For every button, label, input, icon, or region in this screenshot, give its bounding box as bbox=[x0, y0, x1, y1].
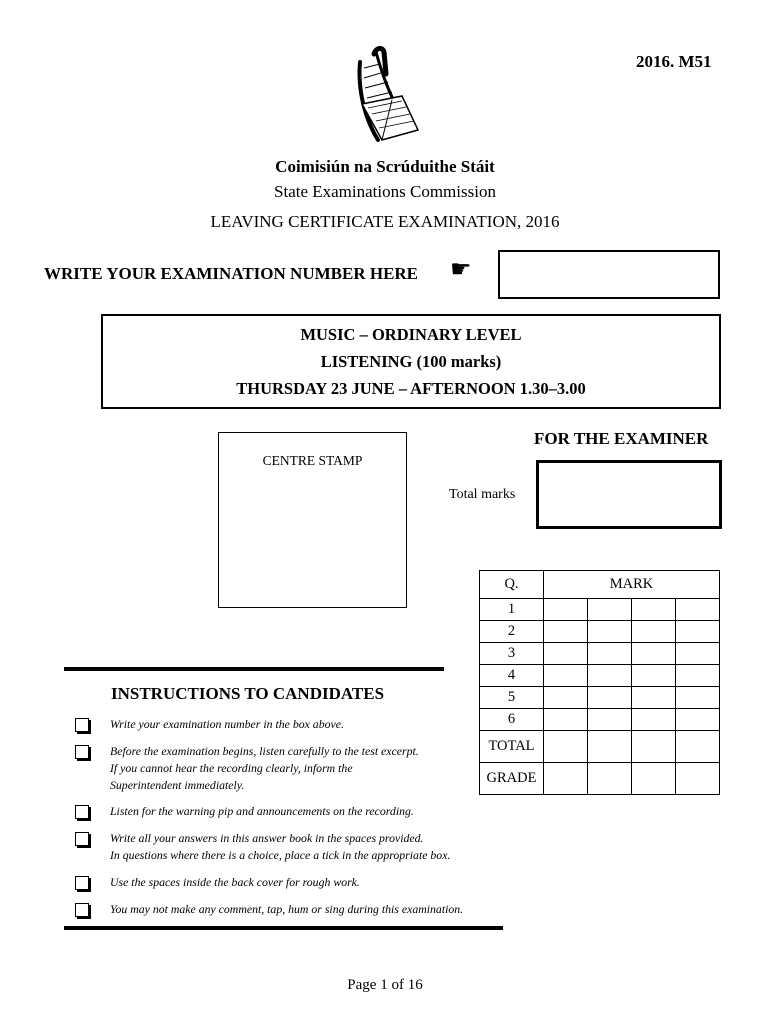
checkbox-bullet-icon bbox=[75, 903, 89, 917]
mark-cell[interactable] bbox=[676, 621, 720, 643]
question-number: 5 bbox=[480, 687, 544, 709]
mark-cell[interactable] bbox=[588, 621, 632, 643]
centre-stamp-box bbox=[218, 432, 407, 608]
instruction-text: You may not make any comment, tap, hum or sing during this examination. bbox=[110, 902, 464, 916]
instruction-text: Listen for the warning pip and announcements on the recording. bbox=[110, 804, 414, 818]
table-row bbox=[480, 621, 720, 643]
question-number: 2 bbox=[480, 621, 544, 643]
paper-title-box bbox=[101, 314, 721, 409]
instructions-top-rule bbox=[64, 667, 444, 671]
paper-subject: MUSIC – ORDINARY LEVEL bbox=[300, 325, 522, 344]
grade-row bbox=[480, 763, 720, 795]
mark-cell[interactable] bbox=[588, 763, 632, 795]
checkbox-bullet-icon bbox=[75, 718, 89, 732]
page-number: Page 1 of 16 bbox=[347, 977, 423, 993]
mark-cell[interactable] bbox=[588, 731, 632, 763]
mark-cell[interactable] bbox=[544, 621, 588, 643]
instruction-text: Write all your answers in this answer book in the spaces provided. bbox=[110, 831, 424, 845]
mark-column-header: MARK bbox=[544, 571, 720, 599]
mark-cell[interactable] bbox=[632, 599, 676, 621]
grade-label: GRADE bbox=[480, 763, 544, 795]
mark-cell[interactable] bbox=[632, 643, 676, 665]
table-row bbox=[480, 665, 720, 687]
total-label: TOTAL bbox=[480, 731, 544, 763]
exam-title: LEAVING CERTIFICATE EXAMINATION, 2016 bbox=[210, 212, 560, 231]
mark-cell[interactable] bbox=[676, 665, 720, 687]
instructions-bottom-rule bbox=[64, 926, 503, 930]
question-number: 3 bbox=[480, 643, 544, 665]
mark-cell[interactable] bbox=[544, 731, 588, 763]
q-column-header: Q. bbox=[480, 571, 544, 599]
paper-section: LISTENING (100 marks) bbox=[320, 352, 502, 371]
exam-number-field[interactable] bbox=[498, 250, 720, 299]
table-row bbox=[480, 709, 720, 731]
paper-date-time: THURSDAY 23 JUNE – AFTERNOON 1.30–3.00 bbox=[236, 379, 586, 398]
mark-cell[interactable] bbox=[676, 763, 720, 795]
org-name-irish: Coimisiún na Scrúduithe Stáit bbox=[275, 157, 495, 176]
mark-cell[interactable] bbox=[544, 687, 588, 709]
mark-cell[interactable] bbox=[588, 687, 632, 709]
mark-cell[interactable] bbox=[676, 643, 720, 665]
question-number: 1 bbox=[480, 599, 544, 621]
table-row bbox=[480, 599, 720, 621]
centre-stamp-label: CENTRE STAMP bbox=[262, 453, 363, 468]
mark-cell[interactable] bbox=[588, 643, 632, 665]
question-number: 4 bbox=[480, 665, 544, 687]
total-marks-label: Total marks bbox=[449, 487, 516, 502]
instruction-text: Superintendent immediately. bbox=[110, 778, 245, 792]
instruction-text: Before the examination begins, listen carefully to the test excerpt. bbox=[110, 744, 419, 758]
instruction-text: Use the spaces inside the back cover for rough work. bbox=[110, 875, 360, 889]
mark-cell[interactable] bbox=[632, 621, 676, 643]
instruction-text: If you cannot hear the recording clearly, inform the bbox=[110, 761, 353, 775]
mark-cell[interactable] bbox=[632, 687, 676, 709]
total-marks-box[interactable] bbox=[536, 460, 722, 529]
org-name-english: State Examinations Commission bbox=[274, 182, 496, 201]
table-row bbox=[480, 687, 720, 709]
checkbox-bullet-icon bbox=[75, 805, 89, 819]
checkbox-bullet-icon bbox=[75, 876, 89, 890]
mark-cell[interactable] bbox=[676, 731, 720, 763]
mark-cell[interactable] bbox=[544, 709, 588, 731]
mark-cell[interactable] bbox=[544, 643, 588, 665]
mark-cell[interactable] bbox=[632, 763, 676, 795]
pointing-hand-icon: ☛ bbox=[450, 257, 472, 283]
mark-cell[interactable] bbox=[588, 599, 632, 621]
instruction-text: In questions where there is a choice, place a tick in the appropriate box. bbox=[110, 848, 451, 862]
exam-number-label: WRITE YOUR EXAMINATION NUMBER HERE bbox=[44, 264, 419, 283]
instruction-text: Write your examination number in the box above. bbox=[110, 717, 344, 731]
mark-cell[interactable] bbox=[632, 709, 676, 731]
paper-code: 2016. M51 bbox=[636, 52, 712, 71]
mark-cell[interactable] bbox=[544, 665, 588, 687]
mark-cell[interactable] bbox=[676, 687, 720, 709]
mark-cell[interactable] bbox=[632, 665, 676, 687]
mark-cell[interactable] bbox=[676, 709, 720, 731]
table-row bbox=[480, 643, 720, 665]
mark-cell[interactable] bbox=[588, 709, 632, 731]
harp-logo-icon bbox=[352, 44, 422, 146]
checkbox-bullet-icon bbox=[75, 745, 89, 759]
mark-cell[interactable] bbox=[588, 665, 632, 687]
mark-cell[interactable] bbox=[632, 731, 676, 763]
question-number: 6 bbox=[480, 709, 544, 731]
examiner-heading: FOR THE EXAMINER bbox=[534, 429, 709, 448]
total-row bbox=[480, 731, 720, 763]
mark-cell[interactable] bbox=[544, 599, 588, 621]
instructions-title: INSTRUCTIONS TO CANDIDATES bbox=[111, 684, 385, 703]
marks-table bbox=[479, 570, 720, 795]
mark-cell[interactable] bbox=[544, 763, 588, 795]
mark-cell[interactable] bbox=[676, 599, 720, 621]
table-header-row bbox=[480, 571, 720, 599]
checkbox-bullet-icon bbox=[75, 832, 89, 846]
